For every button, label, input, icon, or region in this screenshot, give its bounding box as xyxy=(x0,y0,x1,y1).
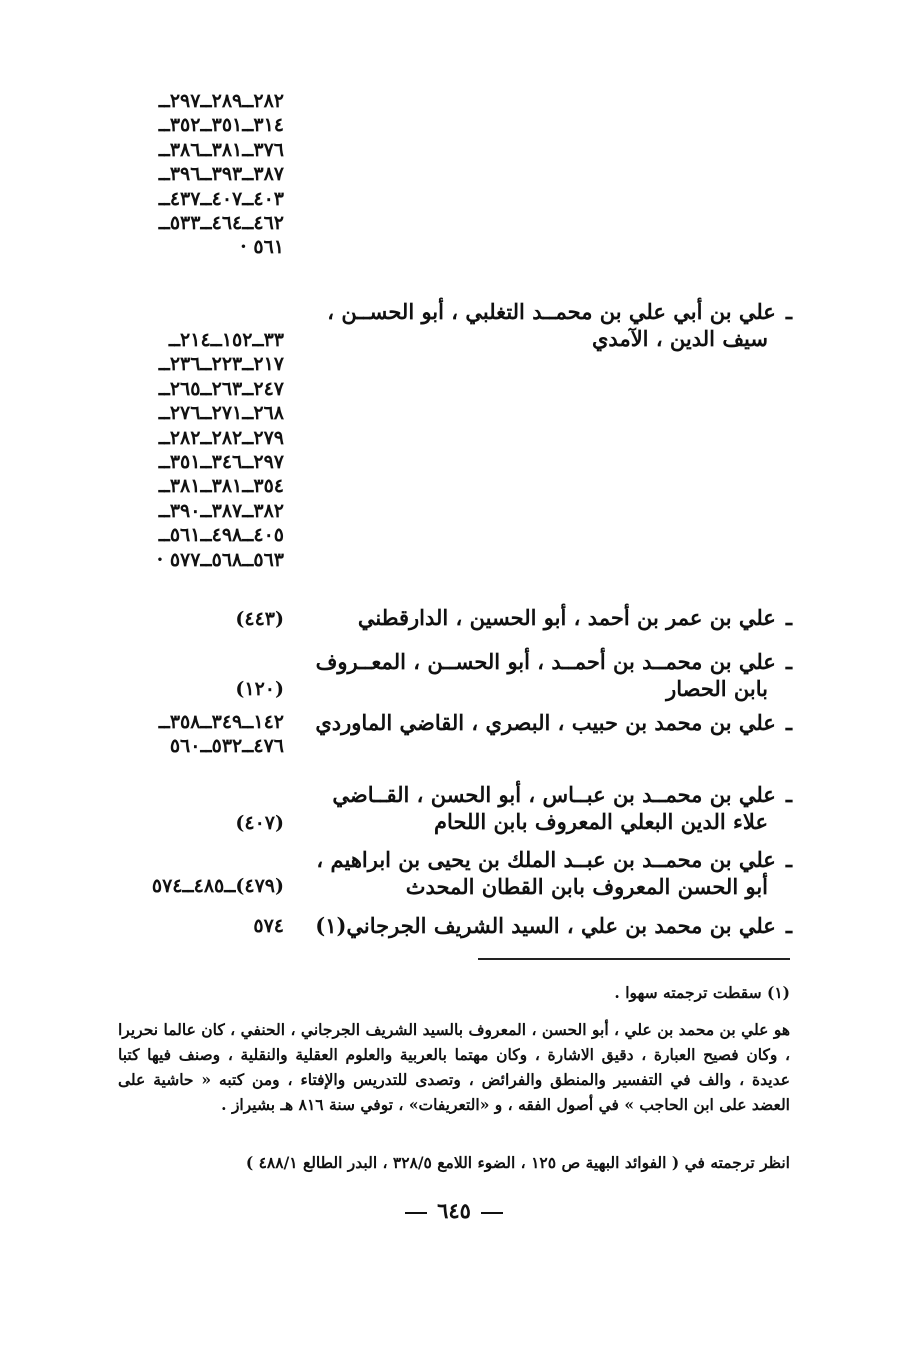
page-number-value: ٦٤٥ xyxy=(437,1198,471,1223)
entry-dash: ـ xyxy=(785,710,792,735)
entry-dash: ـ xyxy=(785,847,792,872)
reference-line: ٢٩٧ــ٣٤٦ــ٣٥١ــ xyxy=(158,450,284,473)
reference-line: ١٤٢ــ٣٤٩ــ٣٥٨ــ xyxy=(158,711,284,733)
reference-line: ٤٠٥ــ٤٩٨ــ٥٦١ــ xyxy=(158,524,284,547)
page-number-dash xyxy=(481,1212,503,1214)
footnote-title: (١) سقطت ترجمته سهوا . xyxy=(614,983,790,1002)
entry-line: علي بن أبي علي بن محمــد التغلبي ، أبو الحســن ، xyxy=(327,299,776,324)
entry-line: أبو الحسن المعروف بابن القطان المحدث xyxy=(405,874,768,899)
reference-line: ٤٦٢ــ٤٦٤ــ٥٣٣ــ xyxy=(158,211,284,234)
entry-line: علاء الدين البعلي المعروف بابن اللحام xyxy=(434,809,768,834)
reference-line: ٣٧٦ــ٣٨١ــ٣٨٦ــ xyxy=(158,138,284,161)
reference-line: ٤٠٣ــ٤٠٧ــ٤٣٧ــ xyxy=(158,187,284,210)
footnote-sources: انظر ترجمته في ( الفوائد البهية ص ١٢٥ ، الضوء اللامع ٣٢٨/٥ ، البدر الطالع ٤٨٨/١ ) xyxy=(245,1153,790,1172)
entry-line: علي بن محمد بن حبيب ، البصري ، القاضي الماوردي xyxy=(315,710,776,735)
footnote-body: هو علي بن محمد بن علي ، أبو الحسن ، المعروف بالسيد الشريف الجرجاني ، الحنفي ، كان عالما نحريرا ، وكان فصيح العبارة ، دقيق الاشارة ، وكان مهتما بالعربية والعلوم العقلية والنقلية ، وصنف فيها كتبا عديدة ، والف في التفسير والمنطق والفرائض ، وتصدى للتدريس والإفتاء ، ومن كتبه « حاشية على العضد على ابن الحاجب » في أصول الفقه ، و «التعريفات» ، توفي سنة ٨١٦ هـ بشيراز . xyxy=(118,1020,790,1114)
index-entry-ibn-al-hassar xyxy=(300,648,792,702)
footnote-separator xyxy=(478,958,790,960)
index-entry-jurjani xyxy=(300,912,792,939)
entry-dash: ـ xyxy=(785,782,792,807)
entry-line: علي بن محمــد بن عبــد الملك بن يحيى بن ابراهيم ، xyxy=(316,847,776,872)
entry-reference: (١٢٠) xyxy=(235,678,284,700)
reference-line: ٢٦٨ــ٢٧١ــ٢٧٦ــ xyxy=(158,402,284,425)
entry-dash: ـ xyxy=(785,913,792,938)
entry-reference: ٥٧٤ xyxy=(253,915,284,937)
entry-reference: (٤٧٩)ــ٤٨٥ــ٥٧٤ xyxy=(151,875,284,897)
reference-line: ٢٧٩ــ٢٨٢ــ٢٨٢ــ xyxy=(158,426,284,449)
entry-reference: (٤٤٣) xyxy=(235,608,284,630)
reference-line: ٣٥٤ــ٣٨١ــ٣٨١ــ xyxy=(158,475,284,498)
entry-line: علي بن محمد بن علي ، السيد الشريف الجرجاني(١) xyxy=(315,913,776,938)
index-entry-mawardi xyxy=(300,709,792,736)
page-number-dash xyxy=(405,1212,427,1214)
index-entry-ibn-al-lahham xyxy=(300,781,792,835)
entry-dash: ـ xyxy=(785,299,792,324)
index-entry-amidi xyxy=(300,298,792,352)
entry-dash: ـ xyxy=(785,649,792,674)
reference-line: ٥٦١ · xyxy=(240,236,284,259)
reference-line: ٣٨٧ــ٣٩٣ــ٣٩٦ــ xyxy=(158,163,284,186)
reference-line: ٥٦٣ــ٥٦٨ــ٥٧٧ · xyxy=(156,548,284,571)
reference-line: ٢١٧ــ٢٢٣ــ٢٣٦ــ xyxy=(158,353,284,376)
continued-page-references xyxy=(108,89,284,260)
entry-dash: ـ xyxy=(785,605,792,630)
entry-references xyxy=(108,710,284,759)
entry-line: سيف الدين ، الآمدي xyxy=(592,326,768,351)
entry-line: علي بن محمــد بن أحمــد ، أبو الحســن ، المعــروف xyxy=(315,649,776,674)
reference-line: ٢٨٢ــ٢٨٩ــ٢٩٧ــ xyxy=(158,90,284,112)
reference-line: ٢٤٧ــ٢٦٣ــ٢٦٥ــ xyxy=(158,377,284,400)
reference-line: ٣٣ــ١٥٢ــ٢١٤ــ xyxy=(168,329,284,351)
entry-line: علي بن محمــد بن عبــاس ، أبو الحسن ، القــاضي xyxy=(332,782,776,807)
page-number xyxy=(0,1198,908,1223)
reference-line: ٣٨٢ــ٣٨٧ــ٣٩٠ــ xyxy=(158,499,284,522)
entry-line: علي بن عمر بن أحمد ، أبو الحسين ، الدارقطني xyxy=(357,605,776,630)
reference-line: ٣١٤ــ٣٥١ــ٣٥٢ــ xyxy=(158,114,284,137)
index-entry-daraqutni xyxy=(300,604,792,631)
entry-reference: (٤٠٧) xyxy=(235,812,284,834)
index-entry-ibn-al-qattan xyxy=(300,846,792,900)
entry-references xyxy=(108,328,284,572)
reference-line: ٤٧٦ــ٥٣٢ــ٥٦٠ xyxy=(169,735,284,758)
entry-line: بابن الحصار xyxy=(666,676,768,701)
